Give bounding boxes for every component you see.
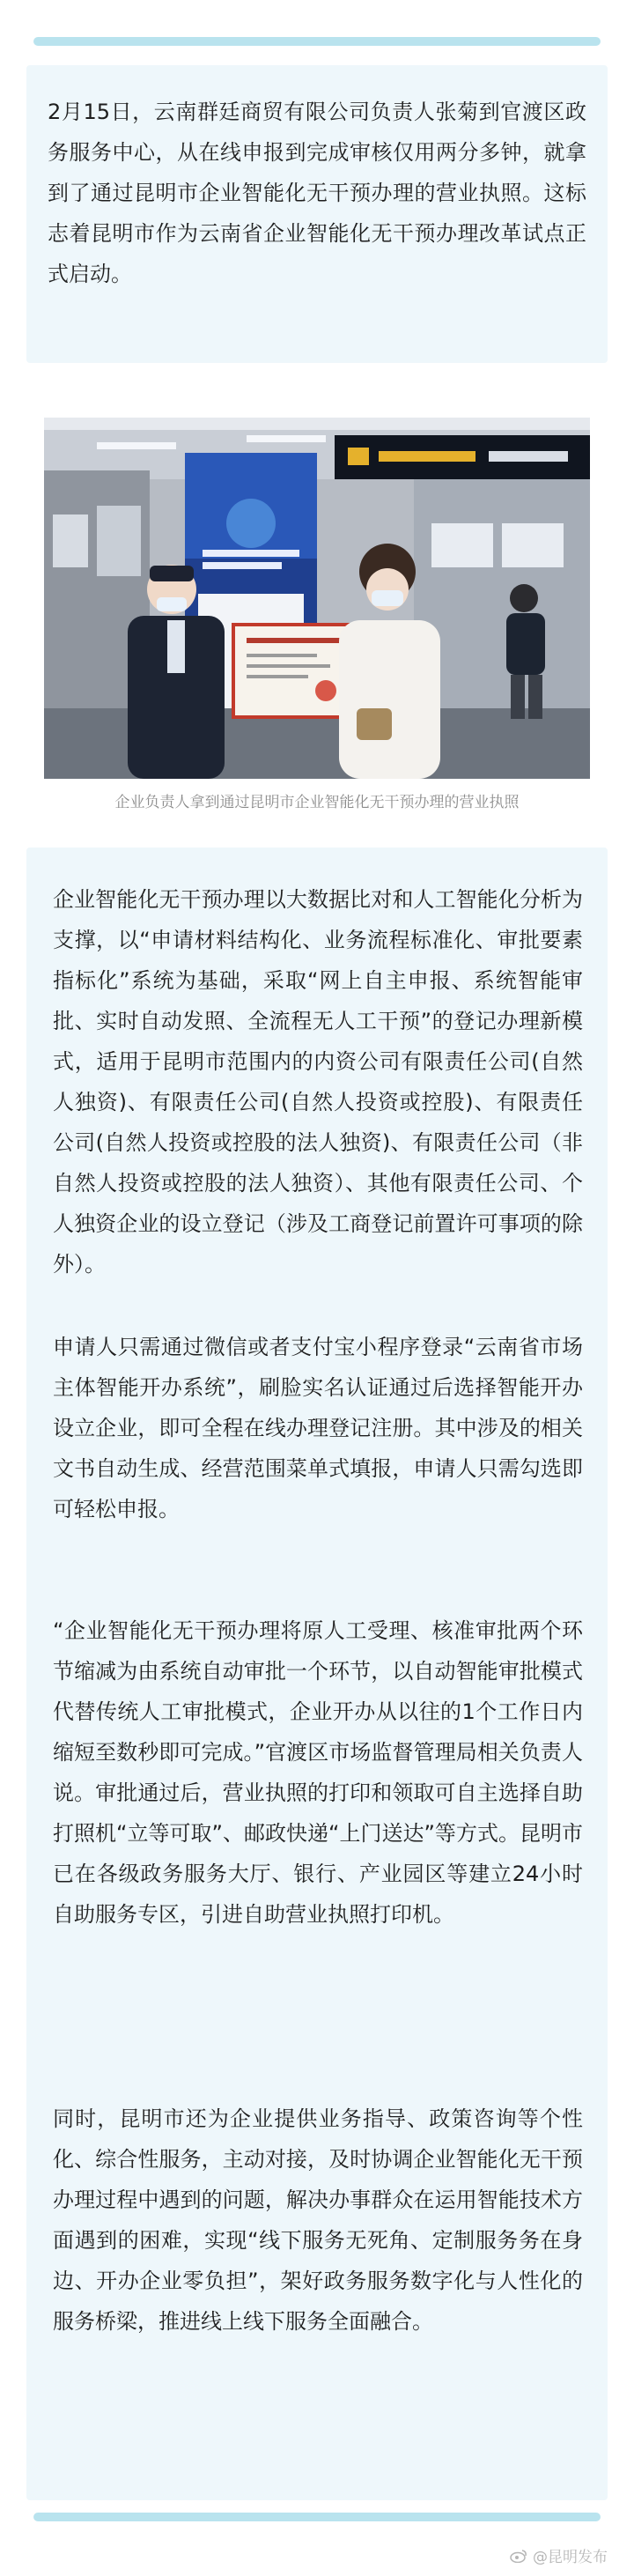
- watermark-text: @昆明发布: [533, 2549, 608, 2566]
- bottom-accent-bar: [33, 2513, 601, 2521]
- weibo-icon: [510, 2549, 527, 2563]
- body-paragraph-3: “企业智能化无干预办理将原人工受理、核准审批两个环节缩减为由系统自动审批一个环节，以自动智能审批模式代替传统人工审批模式，企业开办从以往的1个工作日内缩短至数秒即可完成。”官渡区市场监督管理局相关负责人说。审批通过后，营业执照的打印和领取可自主选择自助打照机“立等可取”、邮政快递“上门送达”等方式。昆明市已在各级政务服务大厅、银行、产业园区等建立24小时自助服务专区，引进自助营业执照打印机。: [53, 1618, 583, 1927]
- body-paragraph-4: 同时，昆明市还为企业提供业务指导、政策咨询等个性化、综合性服务，主动对接，及时协调企业智能化无干预办理过程中遇到的问题，解决办事群众在运用智能技术方面遇到的困难，实现“线下服务无死角、定制服务务在身边、开办企业零负担”，架好政务服务数字化与人性化的服务桥梁，推进线上线下服务全面融合。: [53, 2106, 583, 2334]
- news-photo: [44, 418, 590, 779]
- source-watermark: [510, 2544, 608, 2566]
- photo-caption: 企业负责人拿到通过昆明市企业智能化无干预办理的营业执照: [114, 794, 520, 811]
- intro-paragraph: 2月15日，云南群廷商贸有限公司负责人张菊到官渡区政务服务中心，从在线申报到完成审核仅用两分多钟，就拿到了通过昆明市企业智能化无干预办理的营业执照。这标志着昆明市作为云南省企业智能化无干预办理改革试点正式启动。: [48, 100, 586, 286]
- news-photo-illustration: [44, 418, 590, 779]
- body-paragraph-1: 企业智能化无干预办理以大数据比对和人工智能化分析为支撑，以“申请材料结构化、业务流程标准化、审批要素指标化”系统为基础，采取“网上自主申报、系统智能审批、实时自动发照、全流程无人工干预”的登记办理新模式，适用于昆明市范围内的内资公司有限责任公司(自然人独资)、有限责任公司(自然人投资或控股)、有限责任公司(自然人投资或控股的法人独资)、有限责任公司（非自然人投资或控股的法人独资）、其他有限责任公司、个人独资企业的设立登记（涉及工商登记前置许可事项的除外）。: [53, 887, 583, 1277]
- body-paragraph-2: 申请人只需通过微信或者支付宝小程序登录“云南省市场主体智能开办系统”，刷脸实名认证通过后选择智能开办设立企业，即可全程在线办理登记注册。其中涉及的相关文书自动生成、经营范围菜单式填报，申请人只需勾选即可轻松申报。: [53, 1335, 583, 1521]
- body-card: [26, 848, 608, 2500]
- top-accent-bar: [33, 37, 601, 46]
- intro-card: [26, 65, 608, 363]
